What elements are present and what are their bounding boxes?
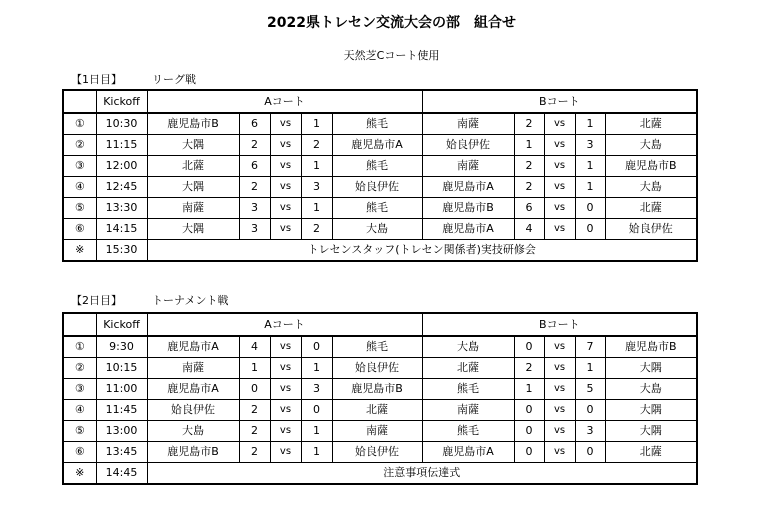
court-a-vs-cell: vs	[270, 379, 301, 400]
court-b-home-score-cell: 1	[514, 135, 544, 156]
kickoff-time-cell: 13:00	[96, 421, 147, 442]
court-b-home-score-cell: 0	[514, 421, 544, 442]
court-a-home-score-cell: 1	[239, 358, 270, 379]
court-b-away-score-cell: 0	[575, 400, 605, 421]
court-a-away-score-cell: 1	[301, 198, 332, 219]
court-a-away-team-cell: 熊毛	[332, 198, 422, 219]
court-a-home-team-cell: 北薩	[147, 156, 239, 177]
court-a-home-score-cell: 6	[239, 156, 270, 177]
court-a-home-team-cell: 大島	[147, 421, 239, 442]
court-b-vs-cell: vs	[544, 336, 575, 358]
match-row	[63, 156, 697, 177]
court-a-vs-cell: vs	[270, 113, 301, 135]
court-a-home-team-cell: 鹿児島市B	[147, 113, 239, 135]
court-b-vs-cell: vs	[544, 400, 575, 421]
court-a-vs-cell: vs	[270, 358, 301, 379]
day1-day-label: 【1日目】	[71, 73, 122, 86]
court-b-vs-cell: vs	[544, 442, 575, 463]
court-a-home-team-cell: 鹿児島市A	[147, 379, 239, 400]
court-a-vs-cell: vs	[270, 198, 301, 219]
note-time-cell: 14:45	[96, 463, 147, 485]
day1-section-label	[71, 71, 196, 87]
court-a-vs-cell: vs	[270, 135, 301, 156]
court-b-away-team-cell: 姶良伊佐	[605, 219, 697, 240]
court-b-away-team-cell: 大隅	[605, 400, 697, 421]
match-row	[63, 177, 697, 198]
header-court-a-cell: Aコート	[147, 90, 422, 113]
header-court-a-cell: Aコート	[147, 313, 422, 336]
court-b-home-score-cell: 2	[514, 358, 544, 379]
court-b-away-score-cell: 1	[575, 113, 605, 135]
day1-type-label: リーグ戦	[152, 73, 196, 86]
court-a-away-team-cell: 熊毛	[332, 113, 422, 135]
match-number-cell: ①	[63, 113, 96, 135]
match-number-cell: ②	[63, 135, 96, 156]
court-b-home-team-cell: 北薩	[422, 358, 514, 379]
court-a-vs-cell: vs	[270, 421, 301, 442]
court-b-home-team-cell: 熊毛	[422, 421, 514, 442]
header-number-cell	[63, 313, 96, 336]
match-row	[63, 442, 697, 463]
note-row	[63, 240, 697, 262]
court-a-away-score-cell: 3	[301, 177, 332, 198]
day2-schedule-table	[62, 312, 698, 485]
court-b-away-team-cell: 鹿児島市B	[605, 336, 697, 358]
court-a-home-score-cell: 2	[239, 135, 270, 156]
header-court-b-cell: Bコート	[422, 313, 697, 336]
court-a-away-score-cell: 1	[301, 113, 332, 135]
court-b-vs-cell: vs	[544, 156, 575, 177]
court-a-vs-cell: vs	[270, 400, 301, 421]
kickoff-time-cell: 9:30	[96, 336, 147, 358]
court-b-vs-cell: vs	[544, 219, 575, 240]
court-b-home-team-cell: 南薩	[422, 156, 514, 177]
court-b-home-team-cell: 南薩	[422, 400, 514, 421]
court-b-vs-cell: vs	[544, 358, 575, 379]
court-a-home-score-cell: 2	[239, 421, 270, 442]
header-court-b-cell: Bコート	[422, 90, 697, 113]
court-a-home-team-cell: 姶良伊佐	[147, 400, 239, 421]
match-row	[63, 336, 697, 358]
court-a-vs-cell: vs	[270, 442, 301, 463]
match-number-cell: ③	[63, 379, 96, 400]
court-b-home-score-cell: 2	[514, 177, 544, 198]
court-a-home-team-cell: 鹿児島市B	[147, 442, 239, 463]
venue-subtitle: 天然芝Cコート使用	[343, 49, 440, 62]
court-b-away-score-cell: 5	[575, 379, 605, 400]
note-row	[63, 463, 697, 485]
court-b-vs-cell: vs	[544, 135, 575, 156]
court-b-away-team-cell: 北薩	[605, 113, 697, 135]
court-b-home-team-cell: 熊毛	[422, 379, 514, 400]
court-b-away-team-cell: 鹿児島市B	[605, 156, 697, 177]
match-number-cell: ⑤	[63, 198, 96, 219]
match-row	[63, 219, 697, 240]
day2-type-label: トーナメント戦	[152, 294, 229, 307]
note-mark-cell: ※	[63, 240, 96, 262]
header-number-cell	[63, 90, 96, 113]
table-header-row	[63, 313, 697, 336]
court-b-vs-cell: vs	[544, 421, 575, 442]
court-b-home-score-cell: 0	[514, 400, 544, 421]
match-row	[63, 379, 697, 400]
court-a-away-team-cell: 姶良伊佐	[332, 358, 422, 379]
court-b-home-team-cell: 南薩	[422, 113, 514, 135]
court-a-away-team-cell: 南薩	[332, 421, 422, 442]
court-a-home-score-cell: 6	[239, 113, 270, 135]
court-a-away-score-cell: 0	[301, 400, 332, 421]
match-row	[63, 198, 697, 219]
kickoff-time-cell: 14:15	[96, 219, 147, 240]
court-a-away-team-cell: 北薩	[332, 400, 422, 421]
court-b-home-score-cell: 2	[514, 156, 544, 177]
kickoff-time-cell: 11:45	[96, 400, 147, 421]
kickoff-time-cell: 12:45	[96, 177, 147, 198]
court-b-home-score-cell: 0	[514, 442, 544, 463]
match-number-cell: ①	[63, 336, 96, 358]
match-row	[63, 358, 697, 379]
court-a-vs-cell: vs	[270, 219, 301, 240]
match-row	[63, 421, 697, 442]
court-b-vs-cell: vs	[544, 113, 575, 135]
court-a-home-score-cell: 4	[239, 336, 270, 358]
day2-day-label: 【2日目】	[71, 294, 122, 307]
court-a-away-team-cell: 熊毛	[332, 336, 422, 358]
note-mark-cell: ※	[63, 463, 96, 485]
court-a-home-score-cell: 2	[239, 177, 270, 198]
kickoff-time-cell: 12:00	[96, 156, 147, 177]
court-a-away-team-cell: 鹿児島市B	[332, 379, 422, 400]
kickoff-time-cell: 11:00	[96, 379, 147, 400]
court-b-away-team-cell: 大島	[605, 177, 697, 198]
match-number-cell: ⑤	[63, 421, 96, 442]
court-b-home-team-cell: 姶良伊佐	[422, 135, 514, 156]
court-b-home-team-cell: 鹿児島市A	[422, 219, 514, 240]
page-title: 2022県トレセン交流大会の部 組合せ	[267, 15, 516, 31]
match-number-cell: ④	[63, 177, 96, 198]
court-b-away-team-cell: 大島	[605, 379, 697, 400]
court-a-away-score-cell: 2	[301, 219, 332, 240]
court-b-away-score-cell: 0	[575, 219, 605, 240]
table-header-row	[63, 90, 697, 113]
court-a-away-score-cell: 1	[301, 358, 332, 379]
court-a-home-score-cell: 0	[239, 379, 270, 400]
court-b-vs-cell: vs	[544, 177, 575, 198]
court-a-away-team-cell: 姶良伊佐	[332, 177, 422, 198]
court-b-away-score-cell: 3	[575, 135, 605, 156]
court-b-home-team-cell: 大島	[422, 336, 514, 358]
kickoff-time-cell: 11:15	[96, 135, 147, 156]
court-a-home-team-cell: 大隅	[147, 177, 239, 198]
court-b-home-team-cell: 鹿児島市B	[422, 198, 514, 219]
court-a-home-team-cell: 南薩	[147, 198, 239, 219]
court-a-home-score-cell: 2	[239, 400, 270, 421]
court-a-home-score-cell: 3	[239, 219, 270, 240]
court-a-home-team-cell: 大隅	[147, 219, 239, 240]
court-a-away-score-cell: 1	[301, 442, 332, 463]
court-a-vs-cell: vs	[270, 156, 301, 177]
header-kickoff-cell: Kickoff	[96, 90, 147, 113]
court-b-away-team-cell: 大隅	[605, 358, 697, 379]
court-b-vs-cell: vs	[544, 198, 575, 219]
court-a-home-team-cell: 大隅	[147, 135, 239, 156]
court-a-home-score-cell: 3	[239, 198, 270, 219]
match-row	[63, 400, 697, 421]
kickoff-time-cell: 10:15	[96, 358, 147, 379]
court-b-away-team-cell: 大島	[605, 135, 697, 156]
court-a-away-score-cell: 1	[301, 156, 332, 177]
court-a-away-team-cell: 大島	[332, 219, 422, 240]
court-b-away-score-cell: 1	[575, 177, 605, 198]
match-row	[63, 113, 697, 135]
court-b-home-score-cell: 2	[514, 113, 544, 135]
court-a-home-team-cell: 鹿児島市A	[147, 336, 239, 358]
court-b-away-score-cell: 1	[575, 358, 605, 379]
court-b-home-score-cell: 4	[514, 219, 544, 240]
court-a-vs-cell: vs	[270, 177, 301, 198]
court-b-home-score-cell: 1	[514, 379, 544, 400]
match-number-cell: ④	[63, 400, 96, 421]
kickoff-time-cell: 10:30	[96, 113, 147, 135]
court-a-away-team-cell: 鹿児島市A	[332, 135, 422, 156]
court-b-away-team-cell: 大隅	[605, 421, 697, 442]
court-b-vs-cell: vs	[544, 379, 575, 400]
kickoff-time-cell: 13:30	[96, 198, 147, 219]
note-time-cell: 15:30	[96, 240, 147, 262]
court-b-away-score-cell: 1	[575, 156, 605, 177]
court-a-away-score-cell: 1	[301, 421, 332, 442]
note-text-cell: トレセンスタッフ(トレセン関係者)実技研修会	[147, 240, 697, 262]
court-a-away-score-cell: 0	[301, 336, 332, 358]
court-b-away-team-cell: 北薩	[605, 198, 697, 219]
match-number-cell: ⑥	[63, 442, 96, 463]
court-b-home-score-cell: 6	[514, 198, 544, 219]
kickoff-time-cell: 13:45	[96, 442, 147, 463]
match-number-cell: ⑥	[63, 219, 96, 240]
court-b-away-score-cell: 7	[575, 336, 605, 358]
court-b-home-team-cell: 鹿児島市A	[422, 442, 514, 463]
match-number-cell: ②	[63, 358, 96, 379]
day2-section-label	[71, 292, 229, 308]
header-kickoff-cell: Kickoff	[96, 313, 147, 336]
court-a-away-score-cell: 3	[301, 379, 332, 400]
court-a-away-team-cell: 熊毛	[332, 156, 422, 177]
court-a-vs-cell: vs	[270, 336, 301, 358]
court-a-home-team-cell: 南薩	[147, 358, 239, 379]
court-b-home-team-cell: 鹿児島市A	[422, 177, 514, 198]
court-b-away-score-cell: 3	[575, 421, 605, 442]
court-a-away-team-cell: 姶良伊佐	[332, 442, 422, 463]
court-b-away-score-cell: 0	[575, 442, 605, 463]
day1-schedule-table	[62, 89, 698, 262]
court-b-home-score-cell: 0	[514, 336, 544, 358]
note-text-cell: 注意事項伝達式	[147, 463, 697, 485]
match-number-cell: ③	[63, 156, 96, 177]
court-a-away-score-cell: 2	[301, 135, 332, 156]
court-a-home-score-cell: 2	[239, 442, 270, 463]
court-b-away-score-cell: 0	[575, 198, 605, 219]
match-row	[63, 135, 697, 156]
court-b-away-team-cell: 北薩	[605, 442, 697, 463]
